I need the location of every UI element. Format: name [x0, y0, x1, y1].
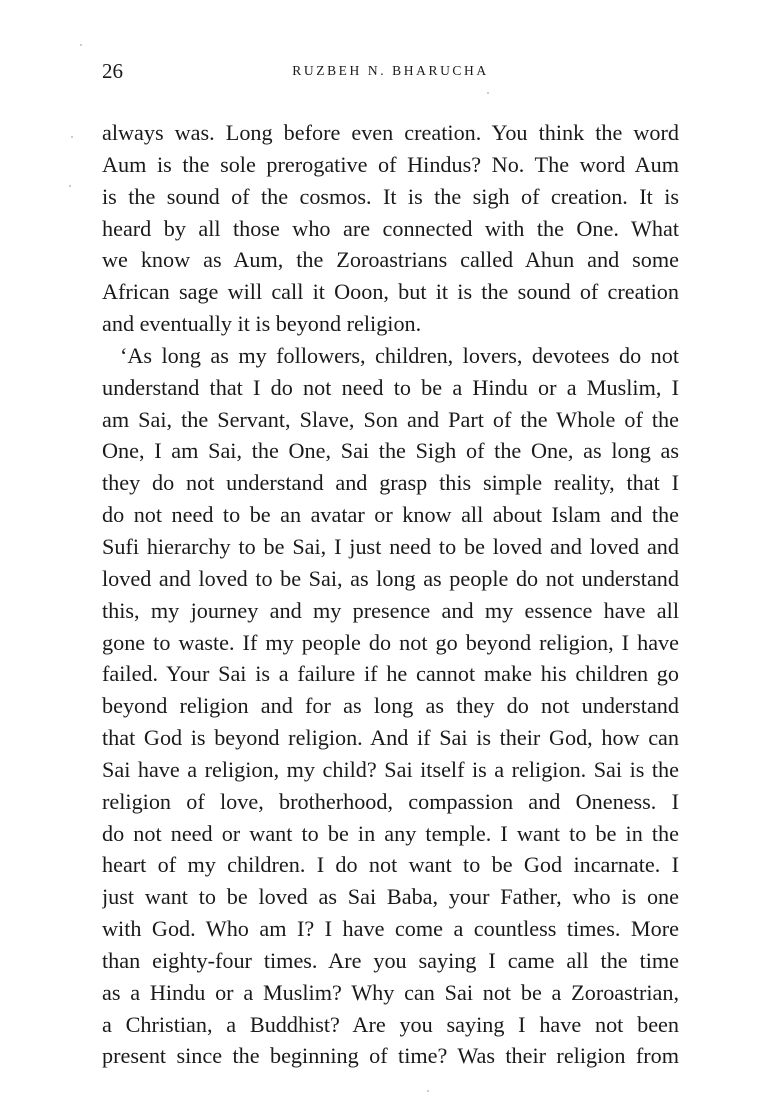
text-line: do not need to be an avatar or know all about Islam and the: [102, 502, 679, 528]
scan-speck: [427, 1090, 429, 1092]
text-line: African sage will call it Ooon, but it is the sound of creation: [102, 279, 679, 305]
text-line: heart of my children. I do not want to be God incarnate. I: [102, 852, 679, 878]
text-line: ‘As long as my followers, children, lovers, devotees do not: [120, 342, 679, 368]
text-line: beyond religion and for as long as they do not understand: [102, 693, 679, 719]
text-line: and eventually it is beyond religion.: [102, 311, 422, 337]
text-line: always was. Long before even creation. You think the word: [102, 120, 679, 145]
scan-speck: [487, 92, 489, 94]
text-line: religion of love, brotherhood, compassion and Oneness. I: [102, 788, 679, 814]
text-line: do not need or want to be in any temple. I want to be in the: [102, 820, 679, 846]
text-line: Aum is the sole prerogative of Hindus? No. The word Aum: [102, 151, 679, 177]
body-text: [102, 117, 679, 1072]
text-line: than eighty-four times. Are you saying I came all the time: [102, 947, 679, 973]
text-line: loved and loved to be Sai, as long as people do not understand: [102, 565, 679, 591]
text-line: One, I am Sai, the One, Sai the Sigh of the One, as long as: [102, 438, 679, 464]
text-line: heard by all those who are connected with the One. What: [102, 215, 679, 241]
text-line: am Sai, the Servant, Slave, Son and Part of the Whole of the: [102, 406, 679, 432]
text-line: with God. Who am I? I have come a countless times. More: [102, 916, 679, 942]
text-line: is the sound of the cosmos. It is the sigh of creation. It is: [102, 183, 679, 209]
text-line: they do not understand and grasp this simple reality, that I: [102, 470, 679, 496]
running-title: RUZBEH N. BHARUCHA: [292, 63, 489, 78]
text-line: a Christian, a Buddhist? Are you saying I have not been: [102, 1011, 679, 1037]
text-line: that God is beyond religion. And if Sai is their God, how can: [102, 725, 679, 751]
text-line: Sufi hierarchy to be Sai, I just need to be loved and loved and: [102, 533, 679, 559]
text-line: as a Hindu or a Muslim? Why can Sai not be a Zoroastrian,: [102, 979, 679, 1005]
text-line: we know as Aum, the Zoroastrians called Ahun and some: [102, 247, 679, 273]
scan-speck: [80, 44, 82, 46]
running-head: [102, 58, 679, 84]
text-line: present since the beginning of time? Was their religion from: [102, 1043, 679, 1069]
text-line: failed. Your Sai is a failure if he cannot make his children go: [102, 661, 679, 687]
paragraph: [102, 117, 679, 340]
page-number: 26: [102, 59, 123, 83]
text-line: this, my journey and my presence and my essence have all: [102, 597, 679, 623]
text-line: understand that I do not need to be a Hindu or a Muslim, I: [102, 374, 679, 400]
scan-speck: [71, 136, 73, 138]
scan-speck: [69, 185, 71, 187]
text-line: gone to waste. If my people do not go beyond religion, I have: [102, 629, 679, 655]
paragraph: [102, 340, 679, 1072]
text-line: Sai have a religion, my child? Sai itself is a religion. Sai is the: [102, 756, 679, 782]
text-line: just want to be loved as Sai Baba, your Father, who is one: [102, 884, 679, 910]
